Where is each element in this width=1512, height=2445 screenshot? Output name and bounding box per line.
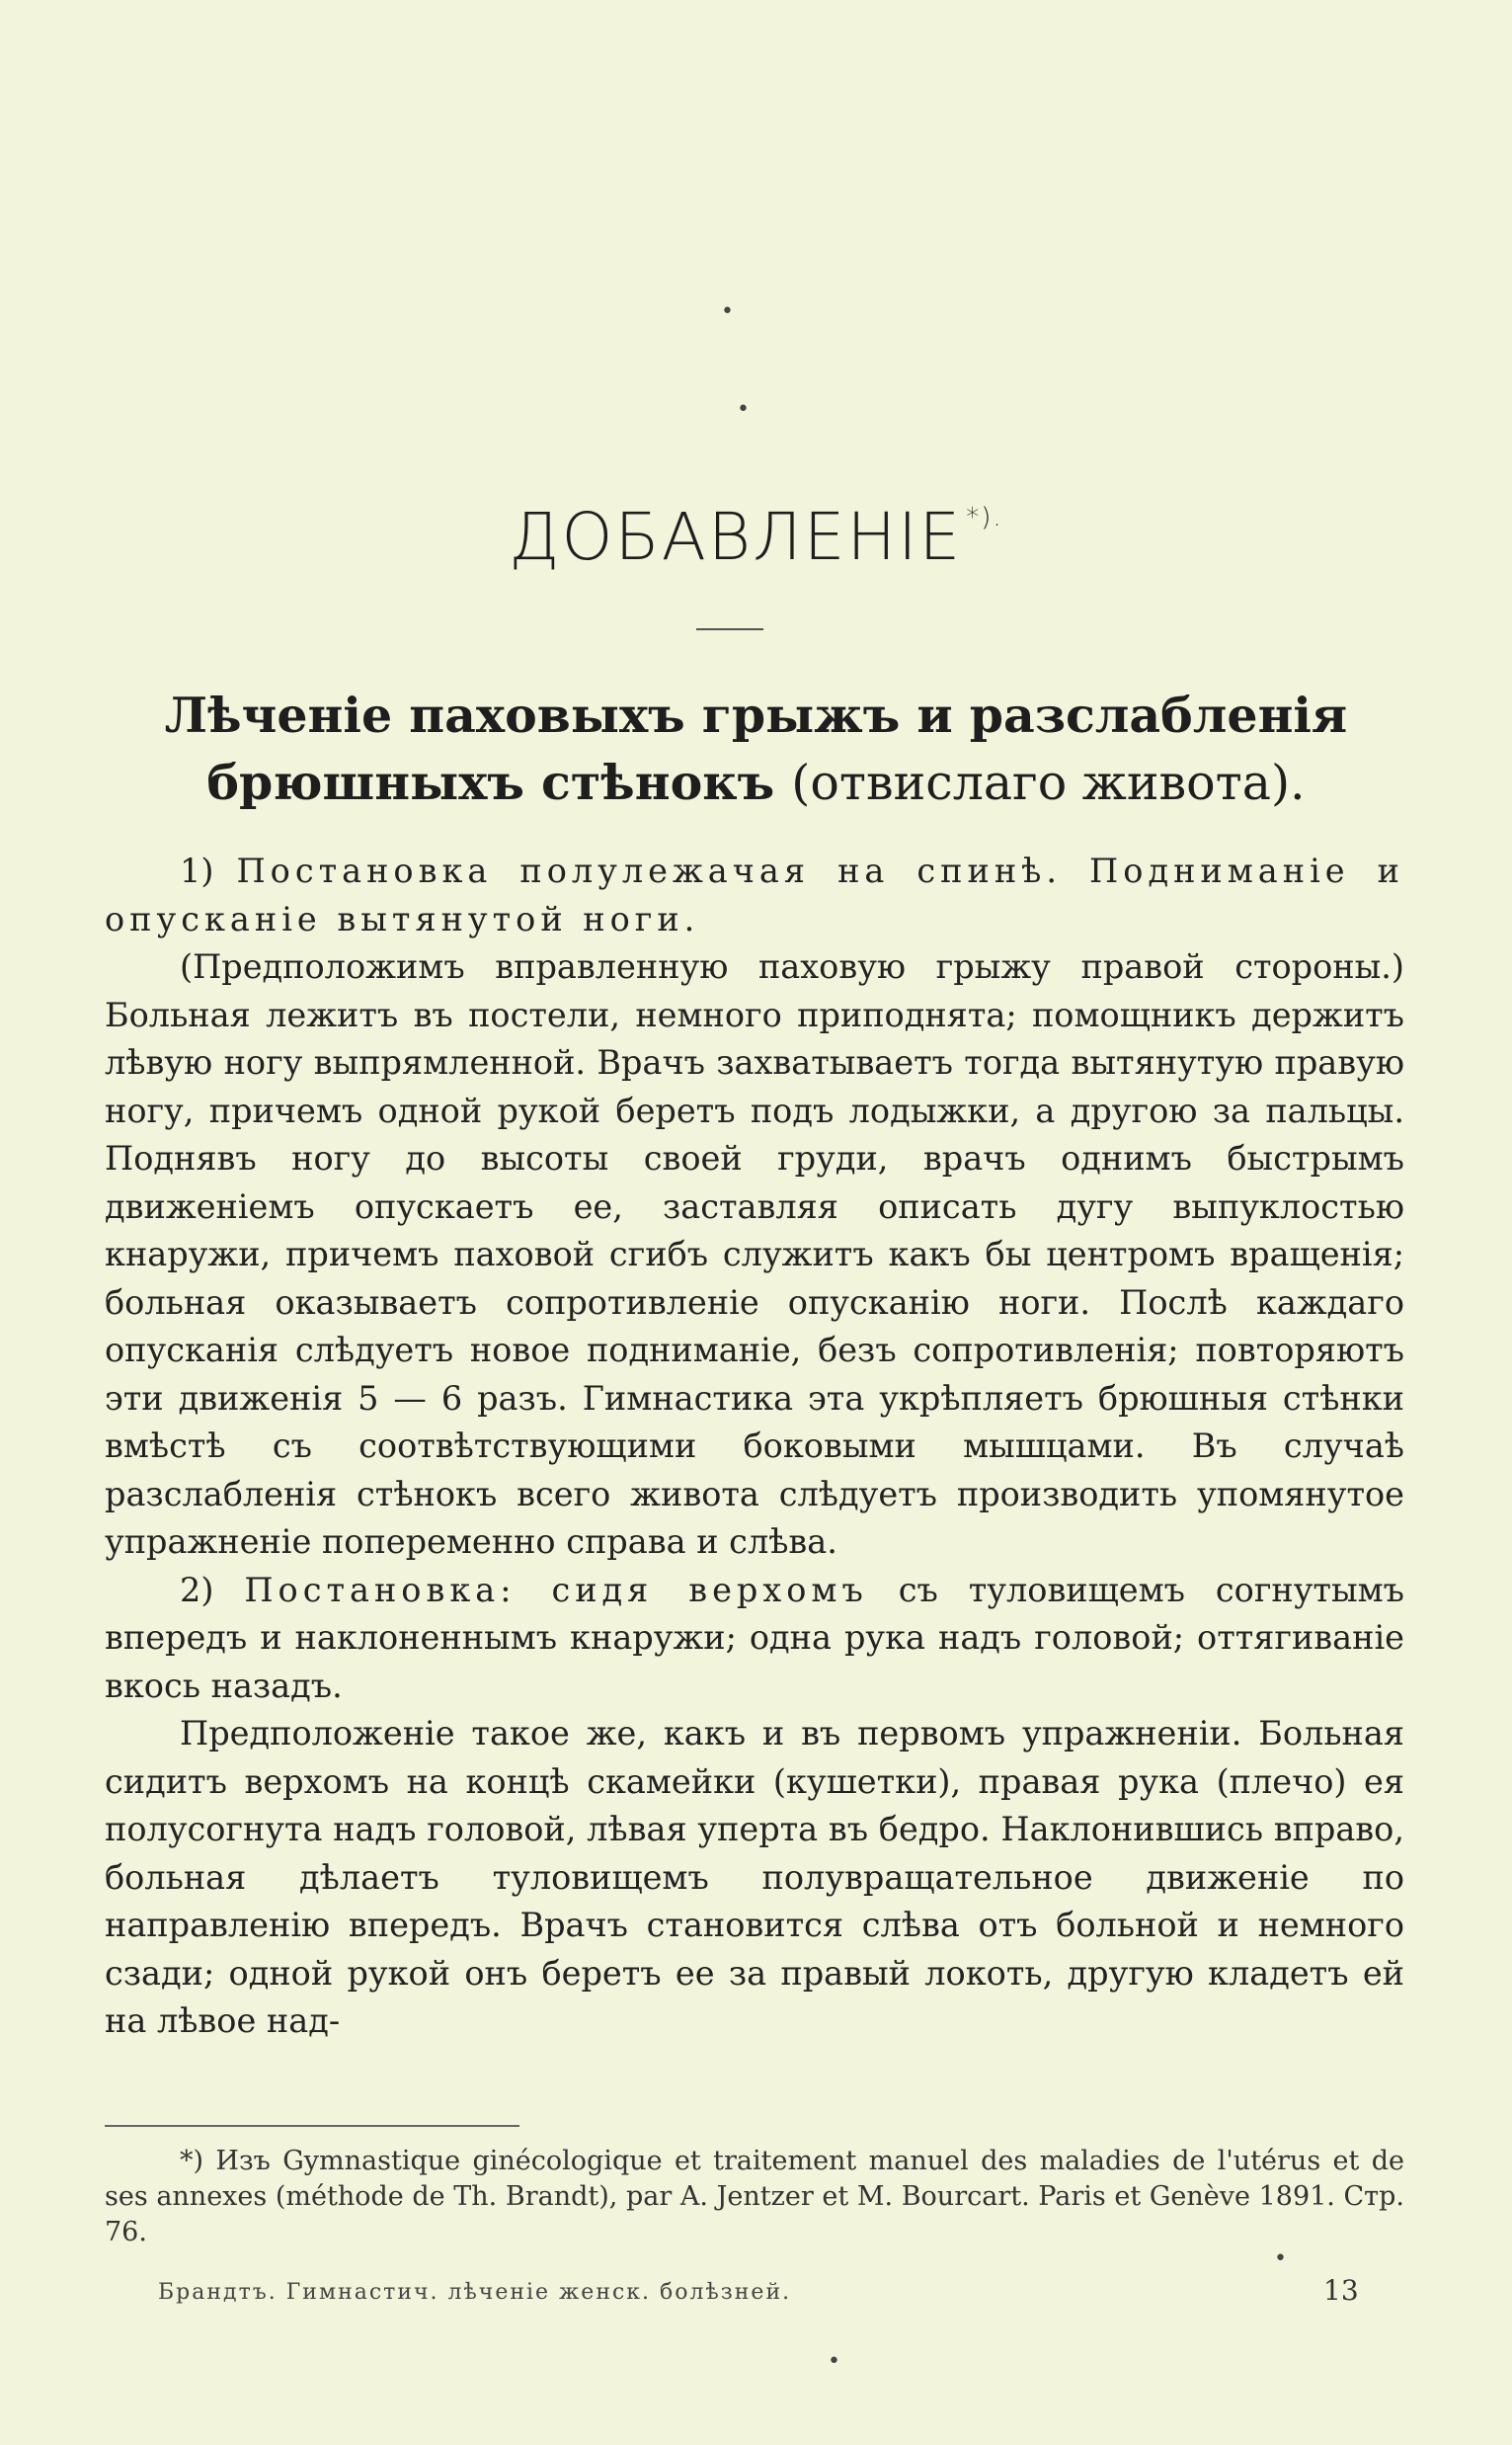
paragraph-exercise-1-heading bbox=[105, 848, 1404, 943]
paragraph-exercise-2-heading bbox=[105, 1567, 1404, 1711]
title-text: ДОБАВЛЕНІЕ bbox=[509, 499, 963, 575]
main-text bbox=[105, 848, 1404, 2046]
paragraph-exercise-2-description: Предположеніе такое же, какъ и въ первомъ упражненіи. Больная сидитъ верхомъ на концѣ скамейки (кушетки), правая рука (плечо) ея полусогнута надъ головой, лѣвая уперта въ бедро. Наклонившись вправо, больная дѣлаетъ туловищемъ полувращательное движеніе по направленію впередъ. Врачъ становится слѣва отъ больной и немного сзади; одной рукой онъ беретъ ее за правый локоть, другую кладетъ ей на лѣвое над- bbox=[105, 1714, 1404, 2040]
exercise-title-rest: съ туловищемъ согнутымъ впередъ и наклоненнымъ кнаружи; одна рука надъ головой; оттягиваніе вкось назадъ. bbox=[105, 1570, 1404, 1705]
exercise-number: 1) bbox=[180, 852, 214, 890]
footnote-divider bbox=[105, 2125, 519, 2127]
subtitle-line-2 bbox=[79, 749, 1433, 817]
signature-line: Брандтъ. Гимнастич. лѣченіе женск. болѣзней. bbox=[158, 2280, 792, 2305]
footnote: *) Изъ Gymnastique ginécologique et traitement manuel des maladies de l'utérus et de ses annexes (méthode de Th. Brandt), par A. Jentzer et M. Bourcart. Paris et Genève 1891. Стр. 76. bbox=[105, 2146, 1404, 2247]
speck-mark: • bbox=[1274, 2246, 1287, 2271]
speck-mark: • bbox=[737, 397, 750, 422]
speck-mark: • bbox=[828, 2349, 840, 2374]
exercise-title: Постановка полулежачая на спинѣ. Подниманіе и опусканіе вытянутой ноги. bbox=[105, 852, 1404, 938]
subtitle-plain-part: (отвислаго живота). bbox=[791, 755, 1306, 811]
page-title bbox=[0, 499, 1512, 575]
footnote-marker: *). bbox=[966, 503, 1003, 532]
subtitle-line-1: Лѣченіе паховыхъ грыжъ и разслабленія bbox=[164, 687, 1348, 744]
section-subtitle bbox=[79, 682, 1433, 817]
title-divider bbox=[696, 628, 763, 630]
exercise-number: 2) bbox=[180, 1570, 214, 1609]
exercise-title: Постановка: сидя верхомъ bbox=[244, 1570, 868, 1609]
paragraph-exercise-1-description: (Предположимъ вправленную паховую грыжу правой стороны.) Больная лежитъ въ постели, немного приподнята; помощникъ держитъ лѣвую ногу выпрямленной. Врачъ захватываетъ тогда вытянутую правую ногу, причемъ одной рукой беретъ подъ лодыжки, а другою за пальцы. Поднявъ ногу до высоты своей груди, врачъ однимъ быстрымъ движеніемъ опускаетъ ее, заставляя описать дугу выпуклостью кнаружи, причемъ паховой сгибъ служитъ какъ бы центромъ вращенія; больная оказываетъ сопротивленіе опусканію ноги. Послѣ каждаго опусканія слѣдуетъ новое подниманіе, безъ сопротивленія; повторяютъ эти движенія 5 — 6 разъ. Гимнастика эта укрѣпляетъ брюшныя стѣнки вмѣстѣ съ соотвѣтствующими боковыми мышцами. Въ случаѣ разслабленія стѣнокъ всего живота слѣдуетъ производить упомянутое упражненіе попеременно справа и слѣва. bbox=[105, 947, 1404, 1561]
page-number: 13 bbox=[1323, 2274, 1359, 2307]
subtitle-bold-part: брюшныхъ стѣнокъ bbox=[206, 754, 775, 811]
speck-mark: • bbox=[721, 299, 734, 324]
